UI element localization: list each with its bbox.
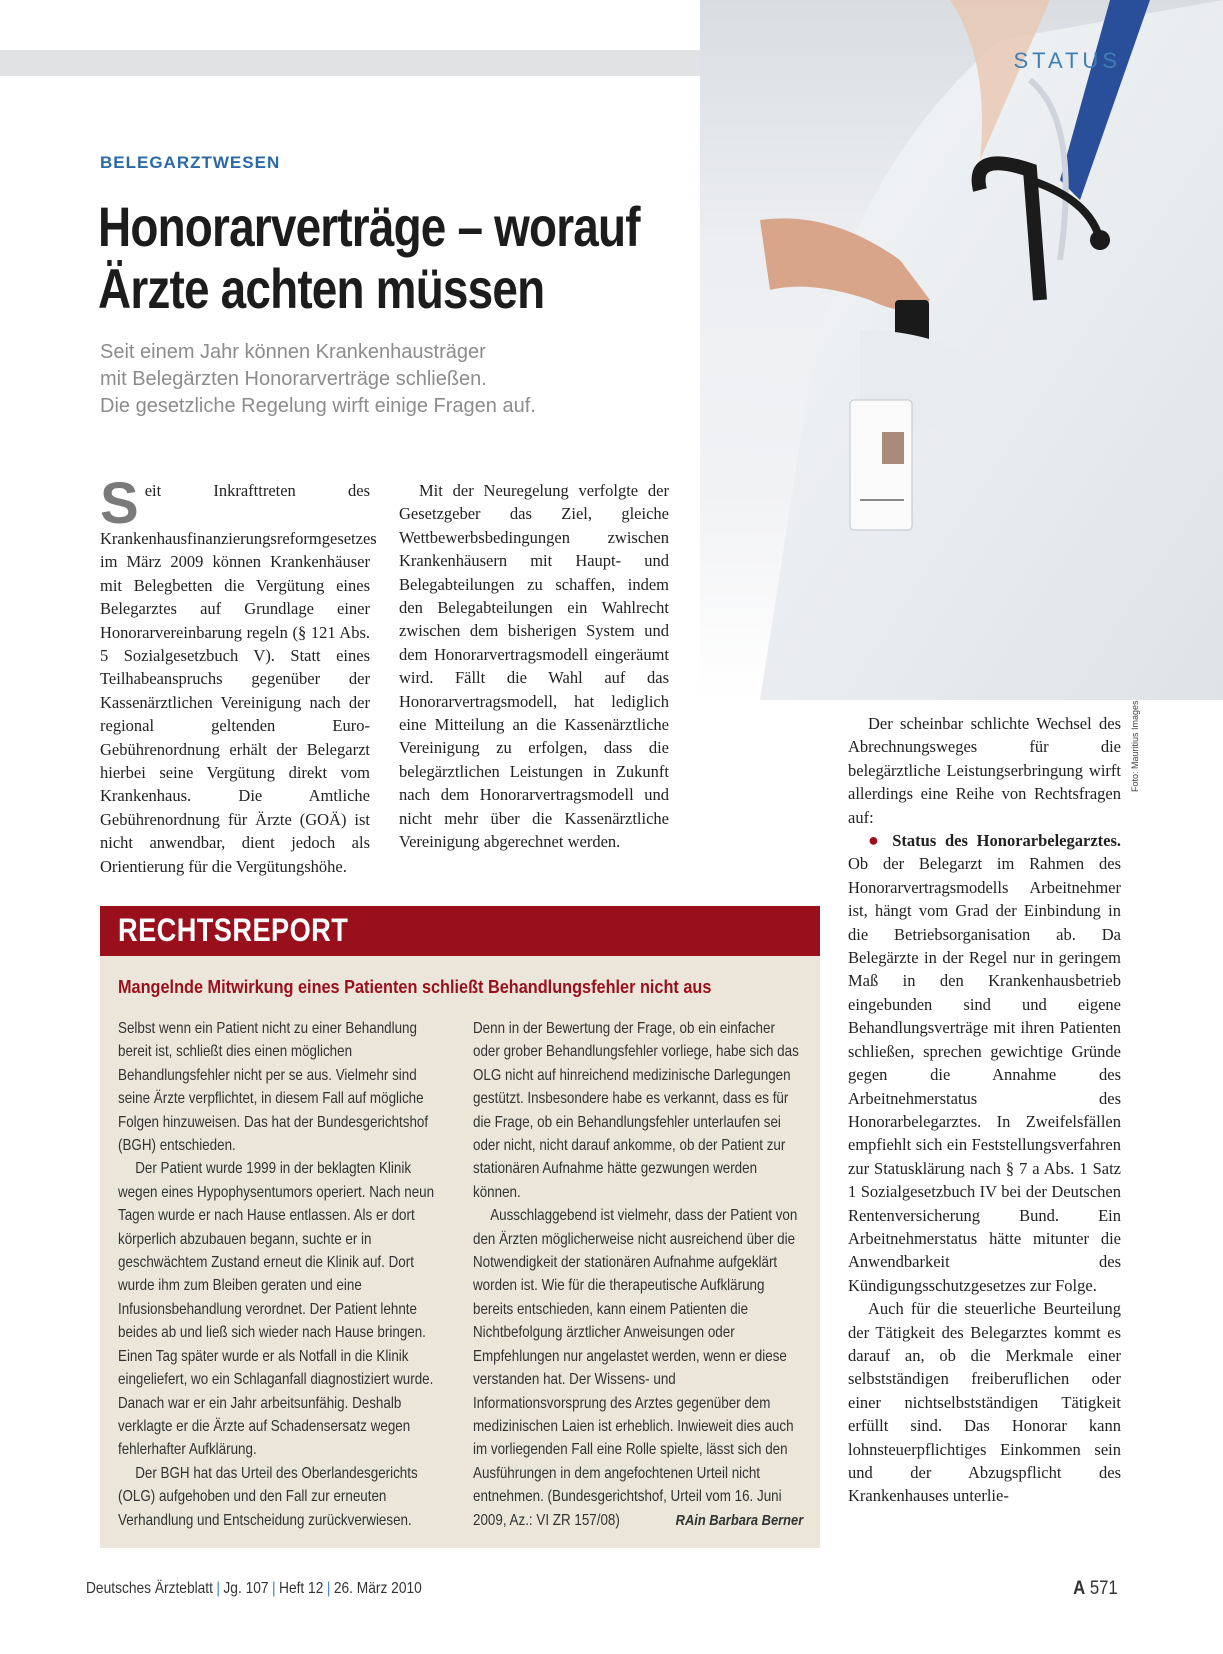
footer-issue: Heft 12: [279, 1580, 324, 1597]
article-col3-paragraph: Auch für die steuerliche Beurteilung der Tätigkeit des Belegarztes kommt es darauf an, ob die Merkmale einer selbstständigen freiberuflichen oder einer nichtselbstständigen Tätigkeit erfüllt sind. Das Honorar kann lohnsteuerpflichtiges Einkommen sein und der Abzugspflicht des Krankenhauses unterlie-: [848, 1299, 1121, 1506]
drop-cap: S: [100, 471, 139, 536]
rechtsreport-author: RAin Barbara Berner: [675, 1511, 804, 1529]
article-col2-text: Mit der Neuregelung verfolgte der Gesetzgeber das Ziel, gleiche Wettbewerbsbedingungen zwischen Krankenhäusern mit Haupt- und Belegabteilungen zu schaffen, indem den Belegabteilungen ein Wahlrecht zwischen dem bisherigen System und dem Honorarvertragsmodell eingeräumt wird. Fällt die Wahl auf das Honorarvertragsmodell, hat lediglich eine Mitteilung an die Kassenärztliche Vereinigung zu erfolgen, dass die belegärztlichen Leistungen in Zukunft nach dem Honorarvertragsmodell und nicht mehr über die Kassenärztliche Vereinigung abgerechnet werden.: [399, 481, 669, 852]
photo-credit: Foto: Mauritius Images: [1130, 700, 1140, 792]
article-subhead: [100, 339, 660, 420]
article-kicker: BELEGARZTWESEN: [100, 153, 281, 172]
rechtsreport-paragraph: Der Patient wurde 1999 in der beklagten Klinik wegen eines Hypophysentumors operiert. Nach neun Tagen wurde er nach Hause entlassen. Als er dort körperlich abzubauen begann, suchte er in geschwächtem Zustand erneut die Klinik auf. Dort wurde ihm zum Bleiben geraten und eine Infusionsbehandlung verordnet. Der Patient lehnte beides ab und ließ sich wieder nach Hause bringen. Einen Tag später wurde er als Notfall in die Klinik eingeliefert, wo ein Schlaganfall diagnostiziert wurde. Danach war er ein Jahr arbeitsunfähig. Deshalb verklagte er die Ärzte auf Schadensersatz wegen fehlerhafter Aufklärung.: [118, 1160, 435, 1459]
headline-line-1: Honorarverträge – worauf: [98, 195, 640, 258]
subhead-line-1: Seit einem Jahr können Krankenhausträger: [100, 341, 486, 363]
article-bullet-item: [848, 829, 1121, 1297]
subhead-line-2: mit Belegärzten Honorarverträge schließen.: [100, 368, 487, 390]
footer-separator: |: [271, 1580, 276, 1597]
article-col3-intro: Der scheinbar schlichte Wechsel des Abrechnungsweges für die belegärztliche Leistungserbringung wirft allerdings eine Reihe von Rechtsfragen auf:: [848, 714, 1121, 827]
rechtsreport-paragraph: Selbst wenn ein Patient nicht zu einer Behandlung bereit ist, schließt dies einen möglichen Behandlungsfehler nicht per se aus. Vielmehr sind seine Ärzte verpflichtet, in diesem Fall auf mögliche Folgen hinzuweisen. Das hat der Bundesgerichtshof (BGH) entschieden.: [118, 1020, 429, 1155]
rechtsreport-paragraph: Denn in der Bewertung der Frage, ob ein einfacher oder grober Behandlungsfehler vorliege, habe sich das OLG nicht auf hinreichend medizinische Darlegungen gestützt. Insbesondere habe es verkannt, dass es für die Frage, ob ein Behandlungsfehler unterlaufen sei oder nicht, nicht darauf ankomme, ob der Patient zur stationären Aufnahme hätte gezwungen werden können.: [473, 1020, 799, 1201]
footer-volume: Jg. 107: [223, 1580, 269, 1597]
article-col1-text: eit Inkrafttreten des Krankenhausfinanzierungsreformgesetzes im März 2009 können Krankenhäuser mit Belegbetten die Vergütung eines Belegarztes auf Grundlage einer Honorarvereinbarung regeln (§ 121 Abs. 5 Sozialgesetzbuch V). Statt eines Teilhabeanspruchs gegenüber der Kassenärztlichen Vereinigung nach der regional geltenden Euro-Gebührenordnung erhält der Belegarzt hierbei seine Vergütung direkt vom Krankenhaus. Die Amtliche Gebührenordnung für Ärzte (GOÄ) ist nicht anwendbar, dient jedoch als Orientierung für die Vergütungshöhe.: [100, 481, 377, 876]
section-label: STATUS: [1013, 48, 1121, 73]
rechtsreport-closing-text: Ausschlaggebend ist vielmehr, dass der Patient von den Ärzten möglicherweise nicht ausreichend über die Notwendigkeit der stationären Aufnahme aufgeklärt worden ist. Wie für die therapeutische Aufklärung bereits entschieden, kann einem Patienten die Nichtbefolgung ärztlicher Anweisungen oder Empfehlungen nur angelastet werden, wenn er diese verstanden hat. Der Wissens- und Informationsvorsprung des Arztes gegenüber dem medizinischen Laien ist erheblich. Inwieweit dies auch im vorliegenden Fall eine Rolle spielte, lässt sich den Ausführungen in dem angefochtenen Urteil nicht entnehmen. (Bundesgerichtshof, Urteil vom 16. Juni 2009, Az.: VI ZR 157/08): [473, 1207, 798, 1529]
rechtsreport-column-1: [118, 1017, 436, 1532]
doctor-coat-illustration: [700, 0, 1223, 700]
article-column-2: [399, 479, 669, 854]
page-number: [1073, 1578, 1118, 1600]
page-number-value: 571: [1090, 1578, 1118, 1599]
bullet-text: Ob der Belegarzt im Rahmen des Honorarvertragsmodells Arbeitnehmer ist, hängt vom Grad der Einbindung in die Betriebsorganisation ab. Da Belegärzte in der Regel nur in geringem Maß in den Krankenhausbetrieb eingebunden sind und eigene Behandlungsverträge mit ihren Patienten schließen, sprechen gewichtige Gründe gegen die Annahme des Arbeitnehmerstatus des Honorarbelegarztes. In Zweifelsfällen empfiehlt sich ein Feststellungsverfahren zur Statusklärung nach § 7 a Abs. 1 Satz 1 Sozialgesetzbuch IV bei der Deutschen Rentenversicherung Bund. Ein Arbeitnehmerstatus hätte mitunter die Anwendbarkeit des Kündigungsschutzgesetzes zur Folge.: [848, 854, 1121, 1295]
bullet-title: Status des Honorarbelegarztes.: [892, 831, 1122, 851]
rechtsreport-paragraph: Der BGH hat das Urteil des Oberlandesgerichts (OLG) aufgehoben und den Fall zur erneuten Verhandlung und Entscheidung zurückverwiesen.: [118, 1464, 418, 1529]
article-paragraph: [100, 471, 377, 878]
rechtsreport-column-2: [473, 1017, 803, 1532]
footer-separator: |: [216, 1580, 220, 1597]
article-column-1: [100, 471, 377, 878]
bullet-icon: ●: [868, 830, 884, 851]
footer-date: 26. März 2010: [333, 1580, 422, 1597]
footer-publication: Deutsches Ärzteblatt: [86, 1580, 213, 1597]
headline-line-2: Ärzte achten müssen: [98, 257, 545, 320]
rechtsreport-title: RECHTSREPORT: [118, 912, 349, 948]
page-footer: [86, 1580, 422, 1598]
subhead-line-3: Die gesetzliche Regelung wirft einige Fragen auf.: [100, 395, 536, 417]
footer-separator: |: [326, 1580, 331, 1597]
doctor-photo: [700, 0, 1223, 700]
article-headline: [98, 195, 640, 320]
page-prefix: A: [1073, 1578, 1086, 1599]
rechtsreport-subtitle: Mangelnde Mitwirkung eines Patienten schließt Behandlungsfehler nicht aus: [118, 976, 712, 997]
article-column-3: [848, 712, 1121, 1508]
rechtsreport-paragraph: [473, 1204, 803, 1532]
